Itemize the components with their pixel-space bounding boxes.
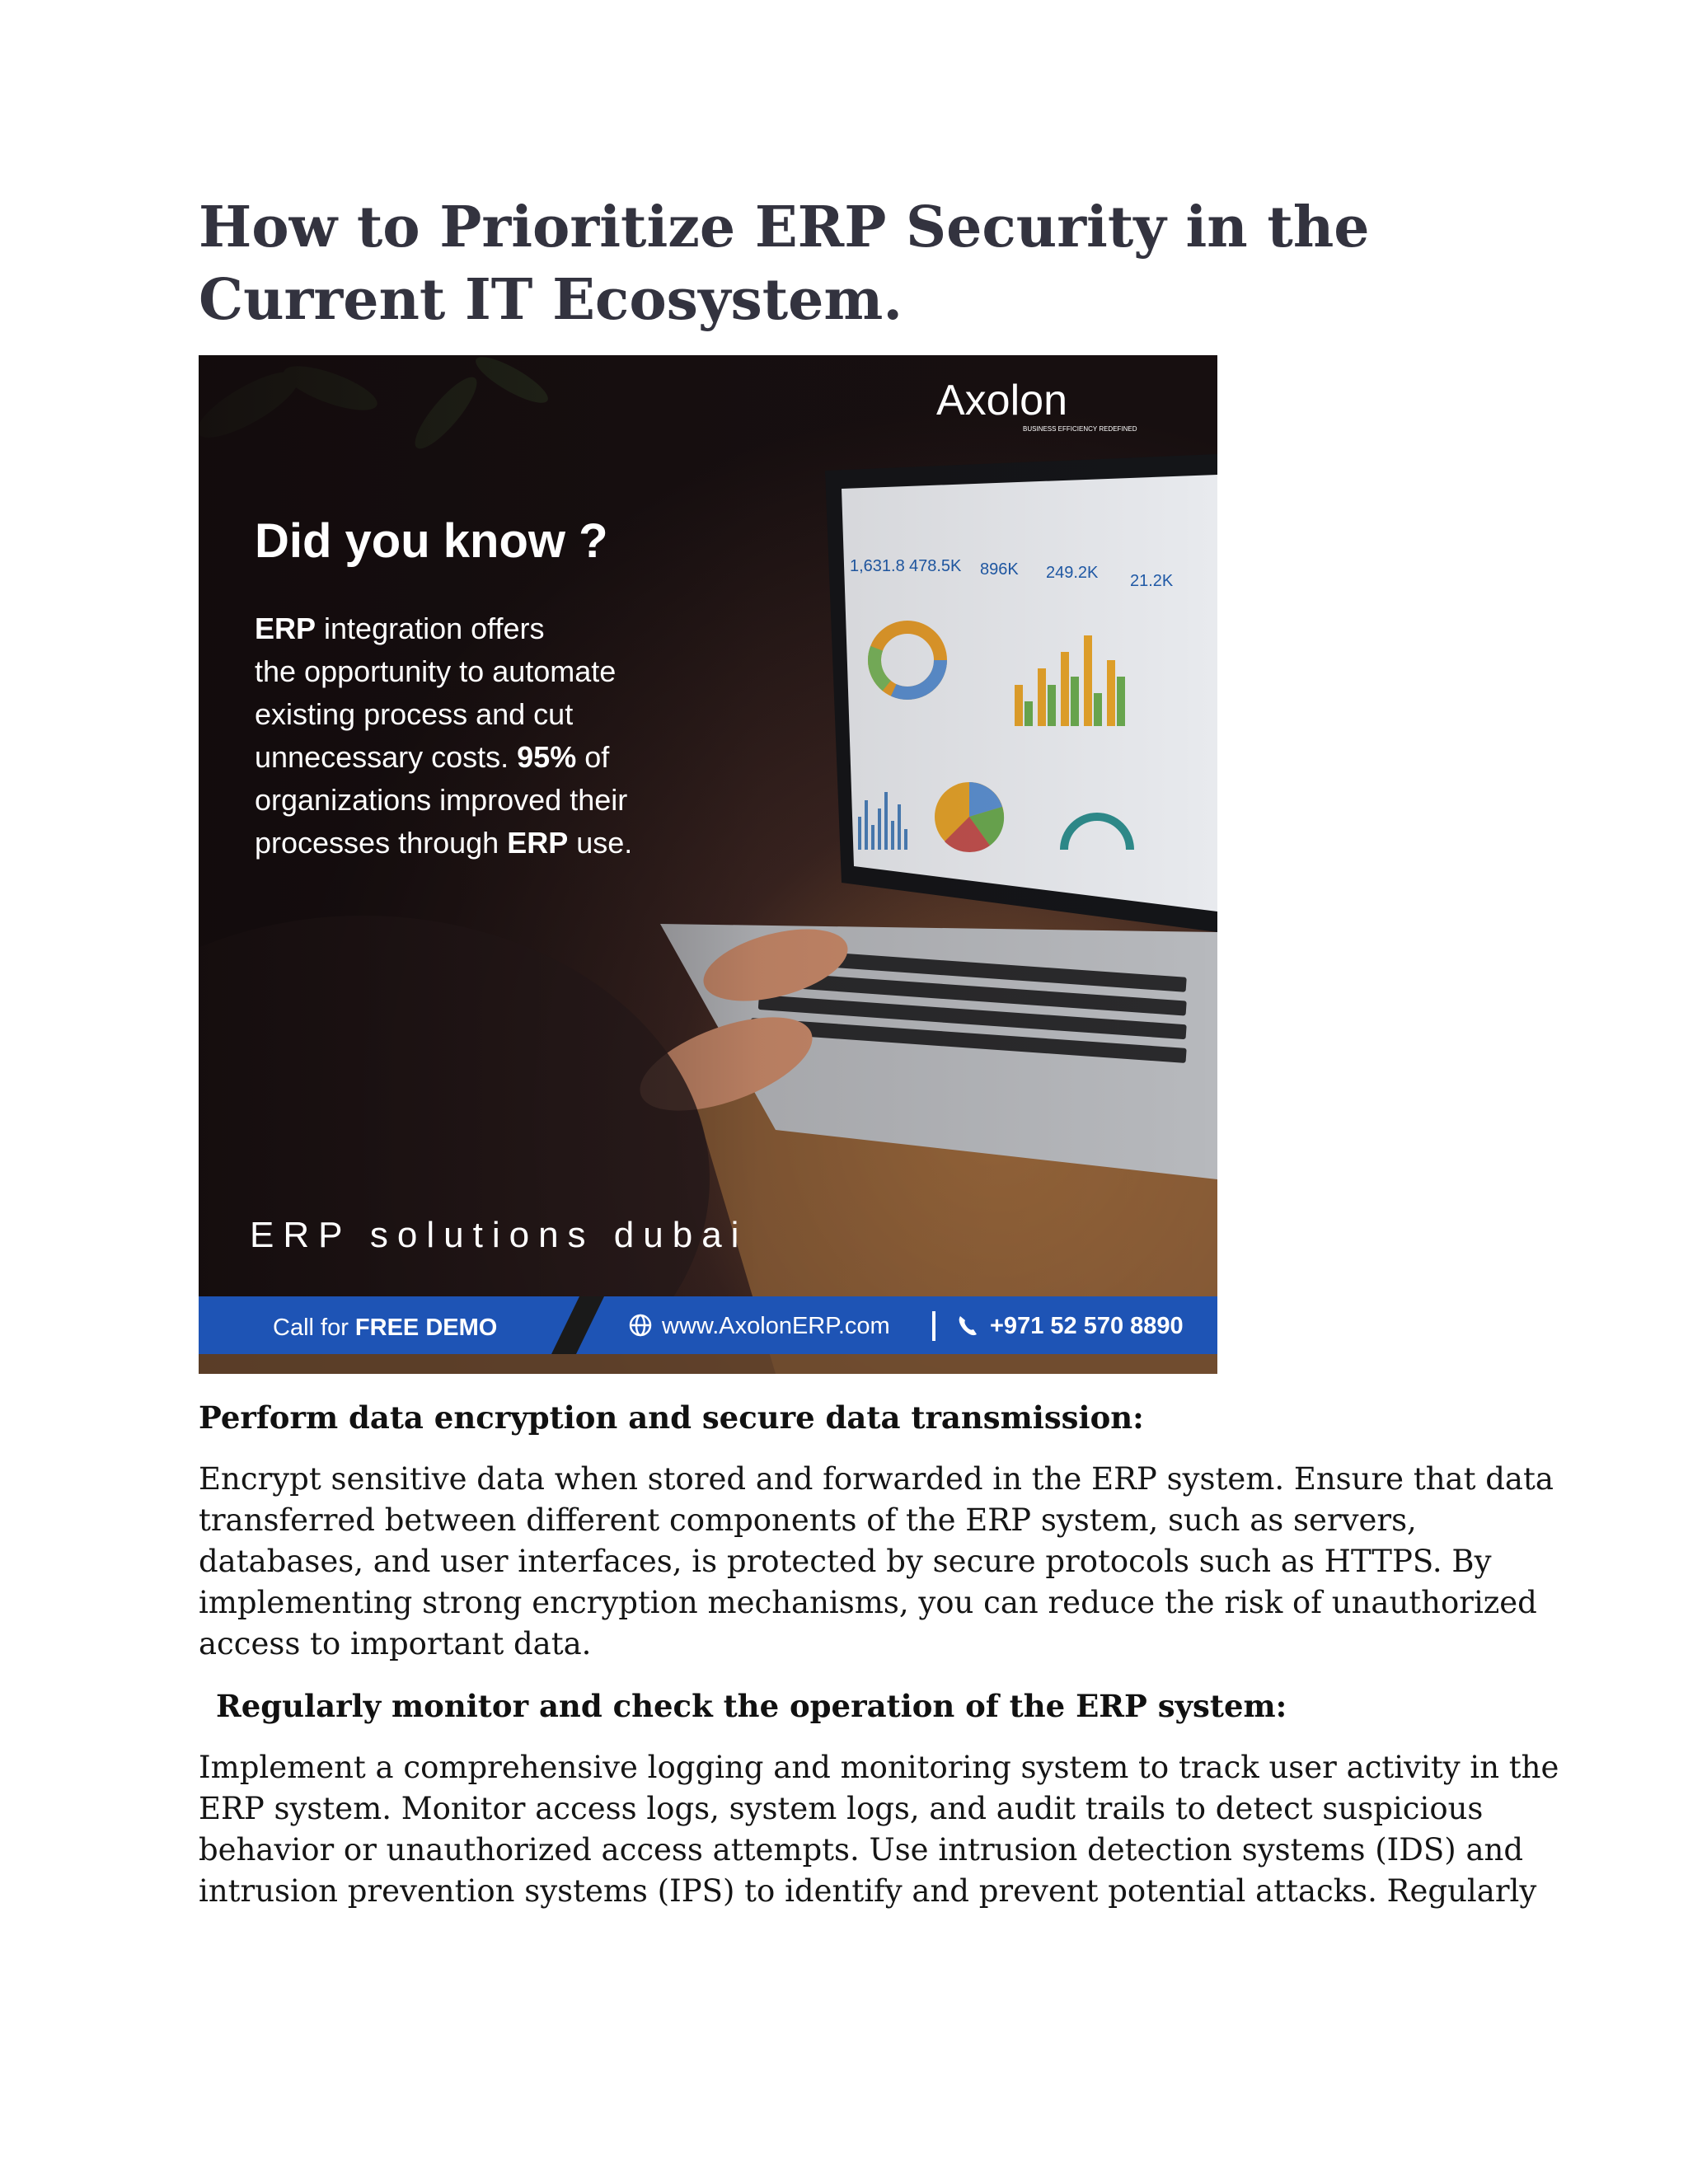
paragraph-line: transferred between different components of the ERP system, such as servers, bbox=[199, 1502, 1417, 1538]
section-paragraph bbox=[199, 1747, 1559, 1912]
title-line: How to Prioritize ERP Security in the bbox=[199, 194, 1370, 260]
section-heading: Perform data encryption and secure data transmission: bbox=[199, 1399, 1144, 1436]
promo-line: existing process and cut bbox=[255, 697, 574, 731]
paragraph-line: Encrypt sensitive data when stored and forwarded in the ERP system. Ensure that data bbox=[199, 1461, 1554, 1497]
cta-text: Call for FREE DEMO bbox=[273, 1315, 498, 1341]
banner-separator bbox=[932, 1311, 935, 1341]
page-title bbox=[199, 191, 1435, 336]
promo-line: unnecessary costs. 95% of bbox=[255, 740, 610, 774]
promo-headline: Did you know ? bbox=[255, 514, 608, 568]
promo-tagline: ERP solutions dubai bbox=[250, 1215, 748, 1255]
logo-tagline: BUSINESS EFFICIENCY REDEFINED bbox=[1023, 425, 1137, 433]
paragraph-line: databases, and user interfaces, is protected by secure protocols such as HTTPS. By bbox=[199, 1544, 1492, 1579]
paragraph-line: intrusion prevention systems (IPS) to identify and prevent potential attacks. Regularly bbox=[199, 1873, 1537, 1909]
promo-line: ERP integration offers bbox=[255, 612, 545, 645]
paragraph-line: Implement a comprehensive logging and monitoring system to track user activity in the bbox=[199, 1750, 1559, 1785]
hero-promo-image bbox=[199, 355, 1217, 1374]
paragraph-line: ERP system. Monitor access logs, system logs, and audit trails to detect suspicious bbox=[199, 1791, 1484, 1826]
title-line: Current IT Ecosystem. bbox=[199, 267, 903, 333]
paragraph-line: behavior or unauthorized access attempts. Use intrusion detection systems (IDS) and bbox=[199, 1832, 1524, 1868]
website-text: www.AxolonERP.com bbox=[662, 1313, 890, 1339]
phone-text: +971 52 570 8890 bbox=[990, 1313, 1184, 1339]
section-paragraph bbox=[199, 1459, 1554, 1665]
section-heading: Regularly monitor and check the operation of the ERP system: bbox=[216, 1688, 1287, 1724]
axolon-logo: Axolon bbox=[936, 377, 1067, 424]
promo-line: the opportunity to automate bbox=[255, 654, 617, 688]
paragraph-line: implementing strong encryption mechanisms, you can reduce the risk of unauthorized bbox=[199, 1585, 1537, 1620]
promo-line: processes through ERP use. bbox=[255, 826, 633, 860]
paragraph-line: access to important data. bbox=[199, 1626, 592, 1661]
hero-illustration bbox=[199, 355, 1217, 1374]
promo-line: organizations improved their bbox=[255, 783, 628, 817]
